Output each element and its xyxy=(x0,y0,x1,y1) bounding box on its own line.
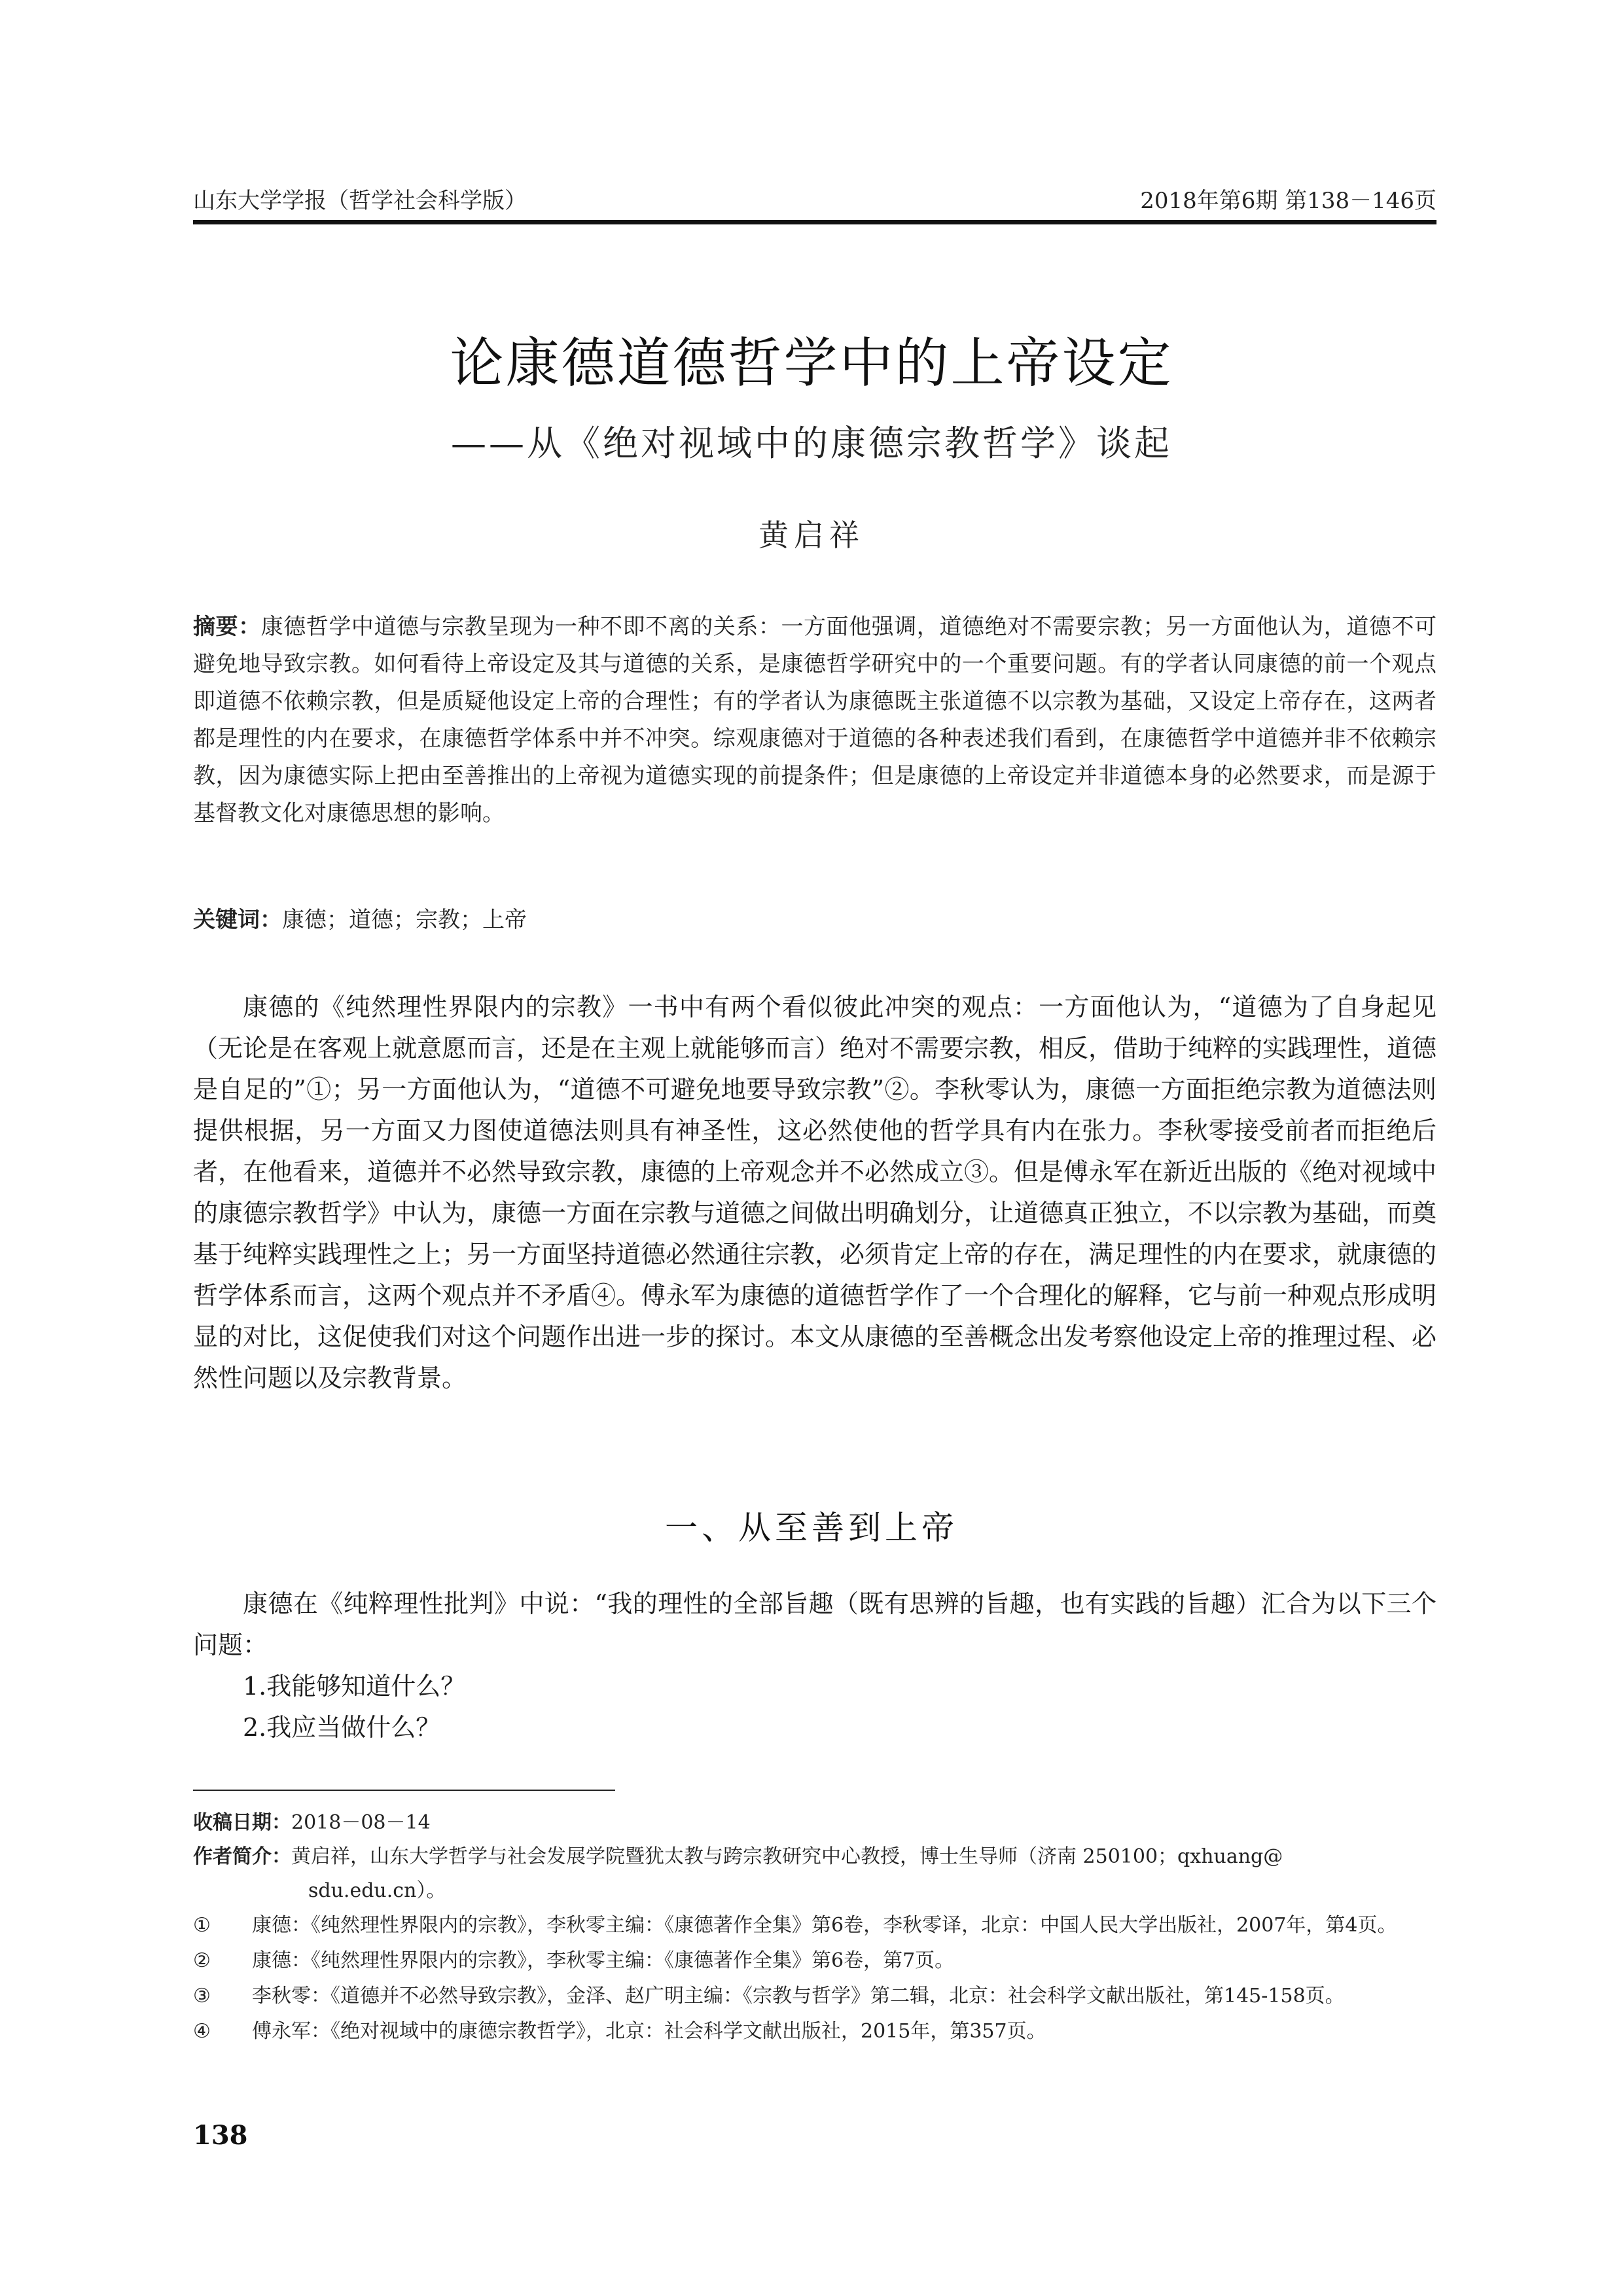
footnote-text: 康德：《纯然理性界限内的宗教》，李秋零主编：《康德著作全集》第6卷，李秋零译，北京：中国人民大学出版社，2007年，第4页。 xyxy=(252,1914,1397,1937)
section-heading: 一、从至善到上帝 xyxy=(665,1509,958,1547)
footnote-text: 傅永军：《绝对视域中的康德宗教哲学》，北京：社会科学文献出版社，2015年，第357页。 xyxy=(252,2020,1046,2043)
footnote xyxy=(193,1908,1436,1943)
author-bio-line xyxy=(193,1840,1436,1874)
received-date-line xyxy=(193,1806,1436,1840)
page-number: 138 xyxy=(193,2120,248,2151)
footnote-mark: ① xyxy=(193,1914,211,1937)
section-paragraph: 康德在《纯粹理性批判》中说：“我的理性的全部旨趣（既有思辨的旨趣，也有实践的旨趣）汇合为以下三个问题： xyxy=(193,1589,1436,1659)
abstract-label: 摘要： xyxy=(193,614,261,640)
footnote xyxy=(193,1943,1436,1979)
intro-paragraph: 康德的《纯然理性界限内的宗教》一书中有两个看似彼此冲突的观点：一方面他认为，“道德为了自身起见（无论是在客观上就意愿而言，还是在主观上就能够而言）绝对不需要宗教，相反，借助于纯粹的实践理性，道德是自足的”①；另一方面他认为，“道德不可避免地要导致宗教”②。李秋零认为，康德一方面拒绝宗教为道德法则提供根据，另一方面又力图使道德法则具有神圣性，这必然使他的哲学具有内在张力。李秋零接受前者而拒绝后者，在他看来，道德并不必然导致宗教，康德的上帝观念并不必然成立③。但是傅永军在新近出版的《绝对视域中的康德宗教哲学》中认为，康德一方面在宗教与道德之间做出明确划分，让道德真正独立，不以宗教为基础，而奠基于纯粹实践理性之上；另一方面坚持道德必然通往宗教，必须肯定上帝的存在，满足理性的内在要求，就康德的哲学体系而言，这两个观点并不矛盾④。傅永军为康德的道德哲学作了一个合理化的解释，它与前一种观点形成明显的对比，这促使我们对这个问题作出进一步的探讨。本文从康德的至善概念出发考察他设定上帝的推理过程、必然性问题以及宗教背景。 xyxy=(193,993,1437,1392)
running-header xyxy=(193,182,1436,215)
question-item: 1.我能够知道什么？ xyxy=(243,1672,466,1701)
footnote-mark: ② xyxy=(193,1949,211,1972)
keywords-text: 康德；道德；宗教；上帝 xyxy=(282,907,527,933)
footnote-rule xyxy=(193,1790,615,1791)
intro-body xyxy=(193,987,1436,1399)
question-item: 2.我应当做什么？ xyxy=(243,1713,441,1742)
keywords xyxy=(193,902,1436,939)
article-subtitle: ——从《绝对视域中的康德宗教哲学》谈起 xyxy=(451,423,1172,464)
keywords-label: 关键词： xyxy=(193,907,282,933)
author-bio-label: 作者简介： xyxy=(193,1845,291,1868)
footnote-text: 康德：《纯然理性界限内的宗教》，李秋零主编：《康德著作全集》第6卷，第7页。 xyxy=(252,1949,955,1972)
footnote-mark: ④ xyxy=(193,2020,211,2043)
article-title: 论康德道德哲学中的上帝设定 xyxy=(450,332,1173,395)
issue-info: 2018年第6期 第138－146页 xyxy=(1140,188,1436,214)
section-body xyxy=(193,1583,1436,1748)
footnote-mark: ③ xyxy=(193,1985,211,2007)
received-label: 收稿日期： xyxy=(193,1811,291,1834)
received-date: 2018－08－14 xyxy=(291,1811,431,1834)
journal-name: 山东大学学报（哲学社会科学版） xyxy=(193,188,527,214)
header-rule xyxy=(193,220,1436,224)
footnote xyxy=(193,2014,1436,2049)
abstract xyxy=(193,609,1436,832)
footnote-text: 李秋零：《道德并不必然导致宗教》，金泽、赵广明主编：《宗教与哲学》第二辑，北京：社会科学文献出版社，第145-158页。 xyxy=(252,1985,1345,2007)
author-bio-continued: sdu.edu.cn）。 xyxy=(308,1879,446,1902)
article-author: 黄启祥 xyxy=(758,518,865,553)
footnotes-block xyxy=(193,1806,1436,2049)
author-bio: 黄启祥，山东大学哲学与社会发展学院暨犹太教与跨宗教研究中心教授，博士生导师（济南 250100；qxhuang@ xyxy=(291,1845,1283,1868)
abstract-text: 康德哲学中道德与宗教呈现为一种不即不离的关系：一方面他强调，道德绝对不需要宗教；另一方面他认为，道德不可避免地导致宗教。如何看待上帝设定及其与道德的关系，是康德哲学研究中的一个重要问题。有的学者认同康德的前一个观点即道德不依赖宗教，但是质疑他设定上帝的合理性；有的学者认为康德既主张道德不以宗教为基础，又设定上帝存在，这两者都是理性的内在要求，在康德哲学体系中并不冲突。综观康德对于道德的各种表述我们看到，在康德哲学中道德并非不依赖宗教，因为康德实际上把由至善推出的上帝视为道德实现的前提条件；但是康德的上帝设定并非道德本身的必然要求，而是源于基督教文化对康德思想的影响。 xyxy=(193,614,1437,826)
footnote xyxy=(193,1979,1436,2014)
